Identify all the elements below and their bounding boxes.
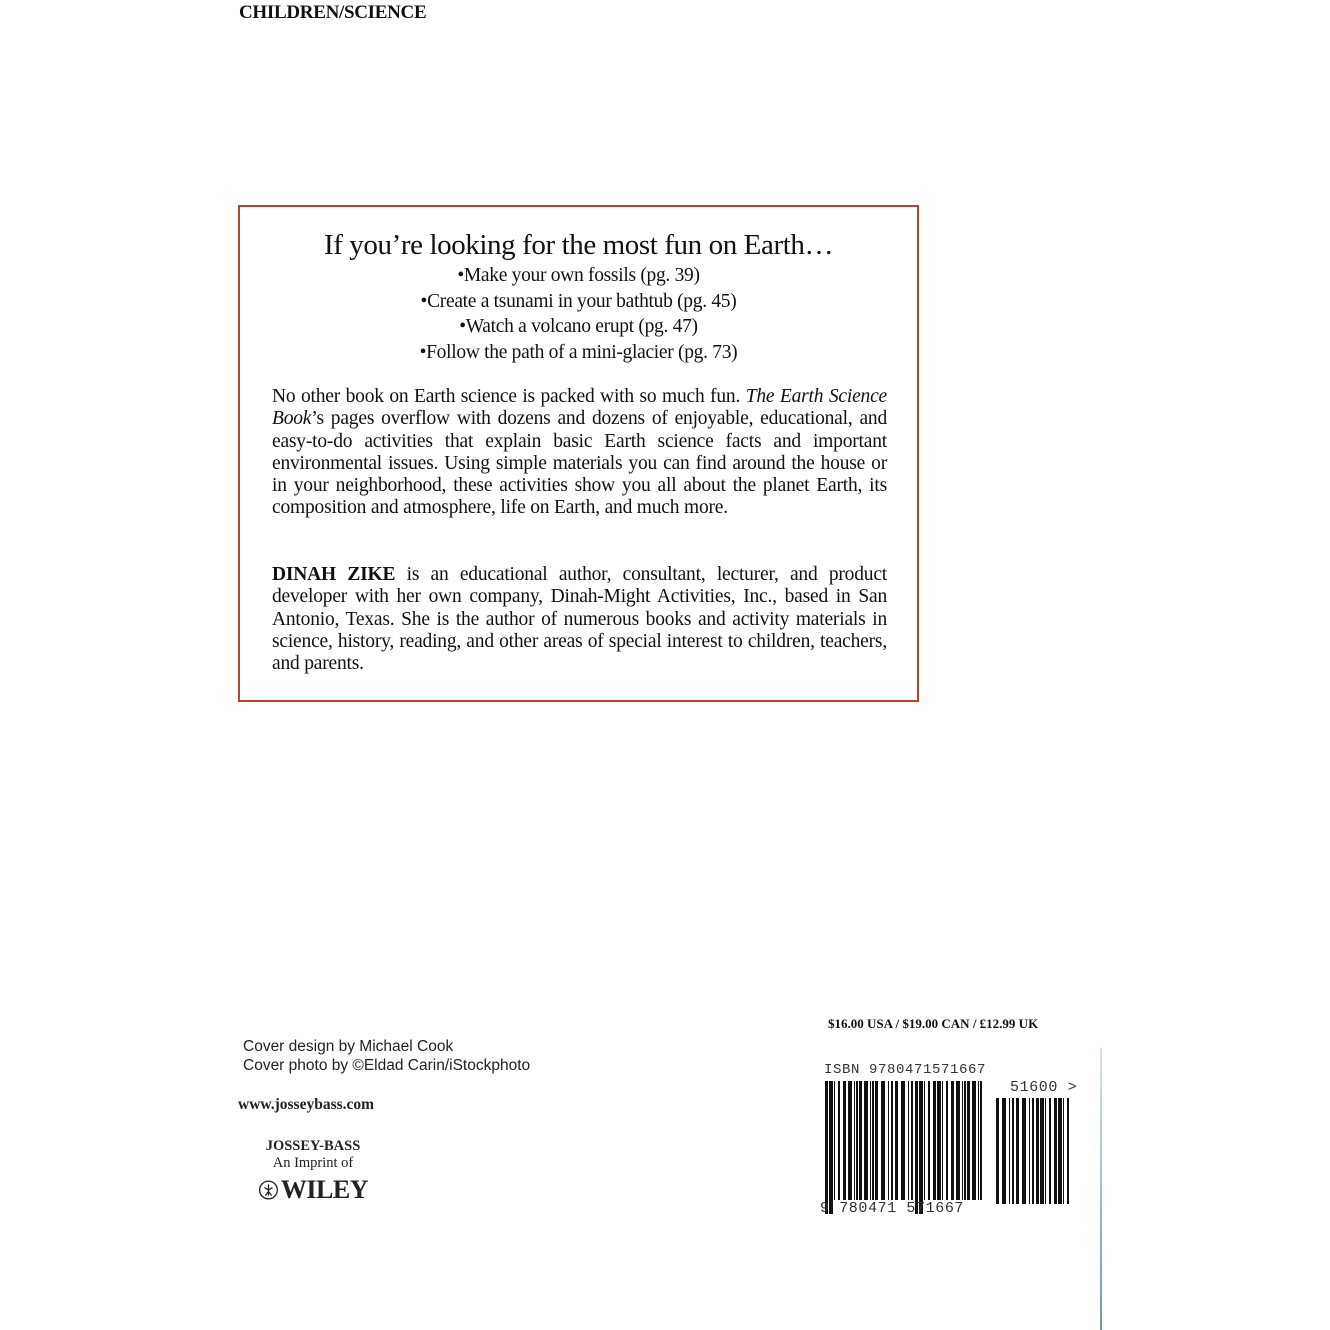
barcode-bar <box>967 1081 970 1200</box>
barcode-bar <box>1058 1098 1062 1204</box>
book-title: The Earth Science Book <box>272 386 888 430</box>
publisher-website: www.josseybass.com <box>238 1096 375 1113</box>
barcode-bar <box>933 1081 936 1200</box>
barcode-bar <box>919 1081 923 1214</box>
barcode-bar <box>972 1081 976 1200</box>
barcode-bar <box>964 1081 966 1200</box>
barcode-bar <box>924 1081 925 1200</box>
description-body: ’s pages overflow with dozens and dozens of enjoyable, educational, and easy-to-do activities that explain basic Earth science facts and important environmental issues. Using simple materials you can find around the house or in your neighborhood, these activities show you all about the planet Earth, its composition and atmosphere, life on Earth, and much more. <box>272 408 887 519</box>
barcode-bar <box>870 1081 871 1200</box>
barcode-bar <box>834 1081 835 1200</box>
barcode-bar <box>1049 1098 1051 1204</box>
barcode-bar <box>888 1081 889 1200</box>
barcode-bar <box>1040 1098 1044 1204</box>
barcode-bar <box>978 1081 979 1200</box>
barcode-bar <box>1029 1098 1030 1204</box>
barcode-bar <box>854 1081 855 1200</box>
barcode-bar <box>956 1081 960 1200</box>
price-line: $16.00 USA / $19.00 CAN / £12.99 UK <box>828 1016 1039 1031</box>
promo-headline: If you’re looking for the most fun on Earth… <box>323 229 834 261</box>
barcode-bar <box>980 1081 982 1200</box>
barcode-bar <box>1045 1098 1046 1204</box>
barcode-bar <box>1067 1098 1069 1204</box>
barcode-bar <box>946 1081 948 1200</box>
barcode-bar <box>825 1081 828 1214</box>
barcode-bar <box>915 1081 918 1214</box>
author-name: DINAH ZIKE <box>272 564 396 585</box>
barcode-bar <box>859 1081 862 1200</box>
barcode-bar <box>951 1081 954 1200</box>
barcode-bar <box>962 1081 963 1200</box>
barcode-bar <box>937 1081 941 1200</box>
list-item: •Watch a volcano erupt (pg. 47) <box>459 316 698 338</box>
barcode-bar <box>872 1081 874 1200</box>
barcode-bar <box>891 1081 893 1200</box>
barcode-bar <box>908 1081 909 1200</box>
list-item: •Create a tsunami in your bathtub (pg. 45) <box>420 290 737 312</box>
barcode-bar <box>881 1081 885 1200</box>
barcode-bar <box>864 1081 868 1200</box>
price-addon-code: 51600 > <box>1010 1079 1078 1096</box>
page-edge <box>1100 1048 1102 1330</box>
barcode-bar <box>1016 1098 1019 1204</box>
barcode-bar <box>928 1081 930 1200</box>
author-bio-text: is an educational author, consultant, lecturer, and product developer with her own company, Dinah-Might Activities, Inc., based in San Antonio, Texas. She is the author of numerous books and activity materials in science, history, reading, and other areas of special interest to children, teachers, and parents. <box>272 564 887 675</box>
barcode-bar <box>875 1081 878 1200</box>
barcode-bar <box>1054 1098 1057 1204</box>
barcode-bar <box>996 1098 999 1204</box>
wiley-wordmark: WILEY <box>280 1175 368 1204</box>
barcode-bar <box>843 1081 846 1200</box>
description-lead: No other book on Earth science is packed with so much fun. <box>272 386 746 407</box>
barcode-bar <box>901 1081 905 1200</box>
isbn-label: ISBN 9780471571667 <box>824 1062 987 1078</box>
barcode-bar <box>895 1081 898 1200</box>
barcode-bar <box>1009 1098 1010 1204</box>
barcode-bar <box>829 1081 833 1214</box>
publisher-name: JOSSEY-BASS <box>265 1138 361 1154</box>
barcode-bar <box>1036 1098 1039 1204</box>
barcode-bar <box>1032 1098 1034 1204</box>
barcode-bar <box>942 1081 943 1200</box>
cover-design-credit: Cover design by Michael Cook <box>243 1038 454 1055</box>
list-item: •Follow the path of a mini-glacier (pg. 73) <box>419 342 738 364</box>
barcode-bar <box>856 1081 858 1200</box>
barcode-bar <box>911 1081 913 1200</box>
barcode-bar <box>1012 1098 1014 1204</box>
imprint-line: An Imprint of <box>272 1155 354 1171</box>
barcode-bar <box>1022 1098 1026 1204</box>
barcode-digits: 9 780471 571667 <box>820 1200 965 1217</box>
barcode-bar <box>1002 1098 1006 1204</box>
barcode-bar <box>848 1081 852 1200</box>
cover-photo-credit: Cover photo by ©Eldad Carin/iStockphoto <box>243 1057 531 1074</box>
category-label: CHILDREN/SCIENCE <box>239 2 427 23</box>
barcode-bar <box>838 1081 840 1200</box>
barcode-bar <box>1063 1098 1064 1204</box>
list-item: •Make your own fossils (pg. 39) <box>457 265 700 286</box>
